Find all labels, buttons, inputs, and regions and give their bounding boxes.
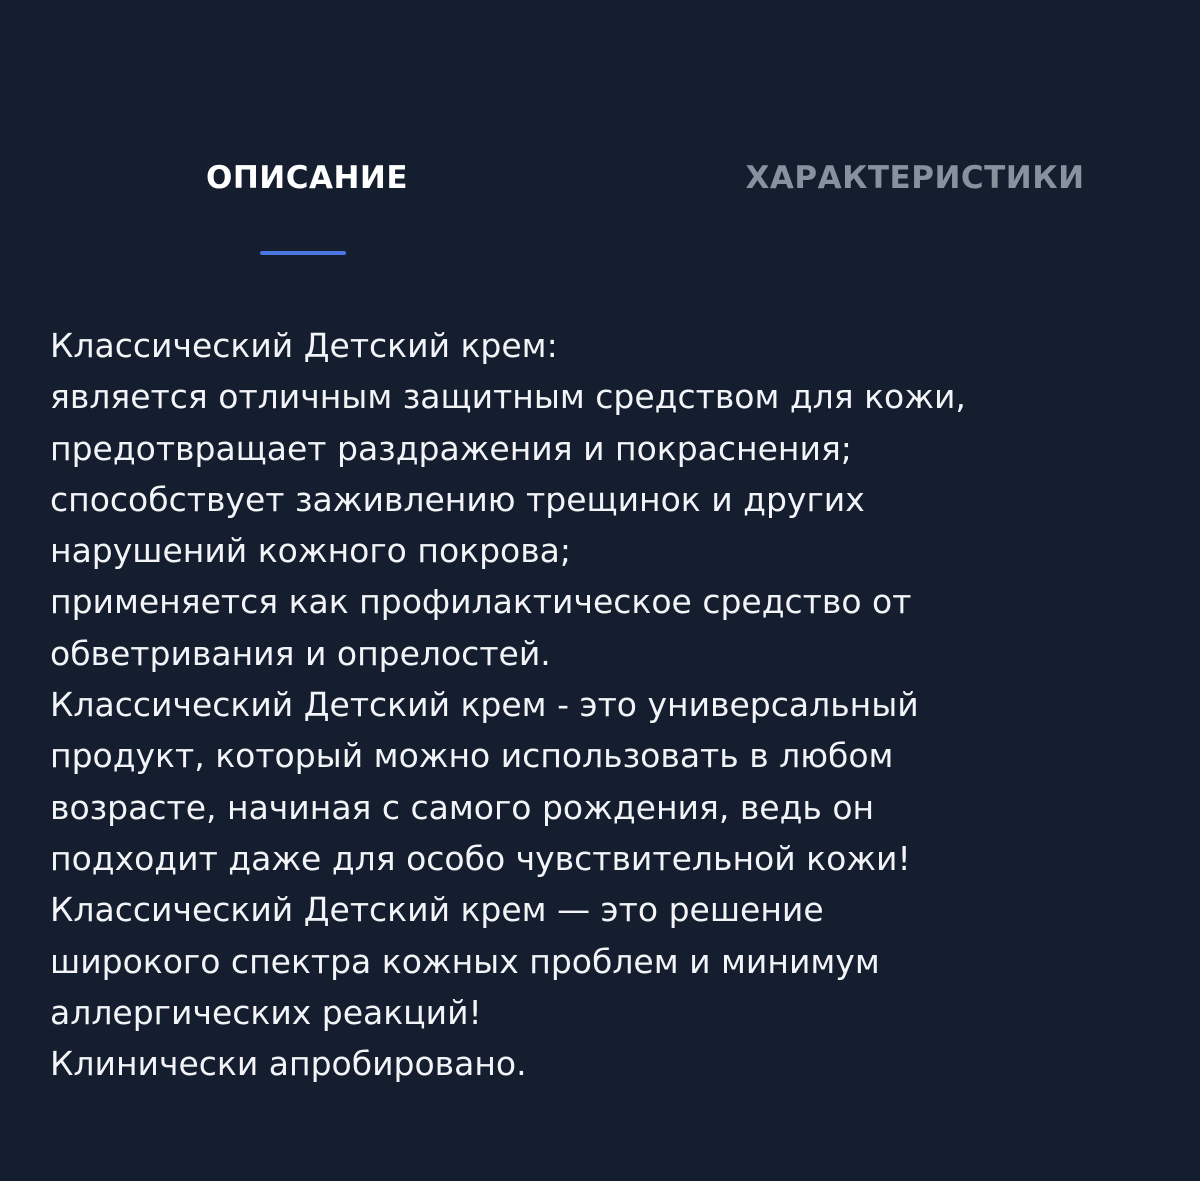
description-line: предотвращает раздражения и покраснения;	[50, 428, 852, 468]
description-line: обветривания и опрелостей.	[50, 633, 551, 673]
tab-specifications[interactable]: ХАРАКТЕРИСТИКИ	[745, 160, 1085, 196]
description-line: применяется как профилактическое средство от	[50, 582, 912, 622]
description-line: способствует заживлению трещинок и других	[50, 479, 865, 519]
tab-description[interactable]: ОПИСАНИЕ	[205, 160, 409, 196]
description-text	[50, 320, 1170, 1089]
description-line: подходит даже для особо чувствительной кожи!	[50, 838, 911, 878]
active-tab-indicator	[260, 251, 346, 255]
description-line: продукт, который можно использовать в любом	[50, 736, 894, 776]
description-line: Классический Детский крем — это решение	[50, 890, 824, 930]
description-line: нарушений кожного покрова;	[50, 531, 571, 571]
description-line: аллергических реакций!	[50, 992, 482, 1032]
description-line: возрасте, начиная с самого рождения, ведь он	[50, 787, 875, 827]
description-line: Классический Детский крем - это универсальный	[50, 685, 919, 725]
description-line: Классический Детский крем:	[50, 326, 558, 365]
description-line: является отличным защитным средством для кожи,	[50, 377, 966, 417]
description-line: Клинически апробировано.	[50, 1044, 527, 1084]
description-line: широкого спектра кожных проблем и минимум	[50, 941, 880, 981]
tab-bar	[0, 160, 1200, 270]
